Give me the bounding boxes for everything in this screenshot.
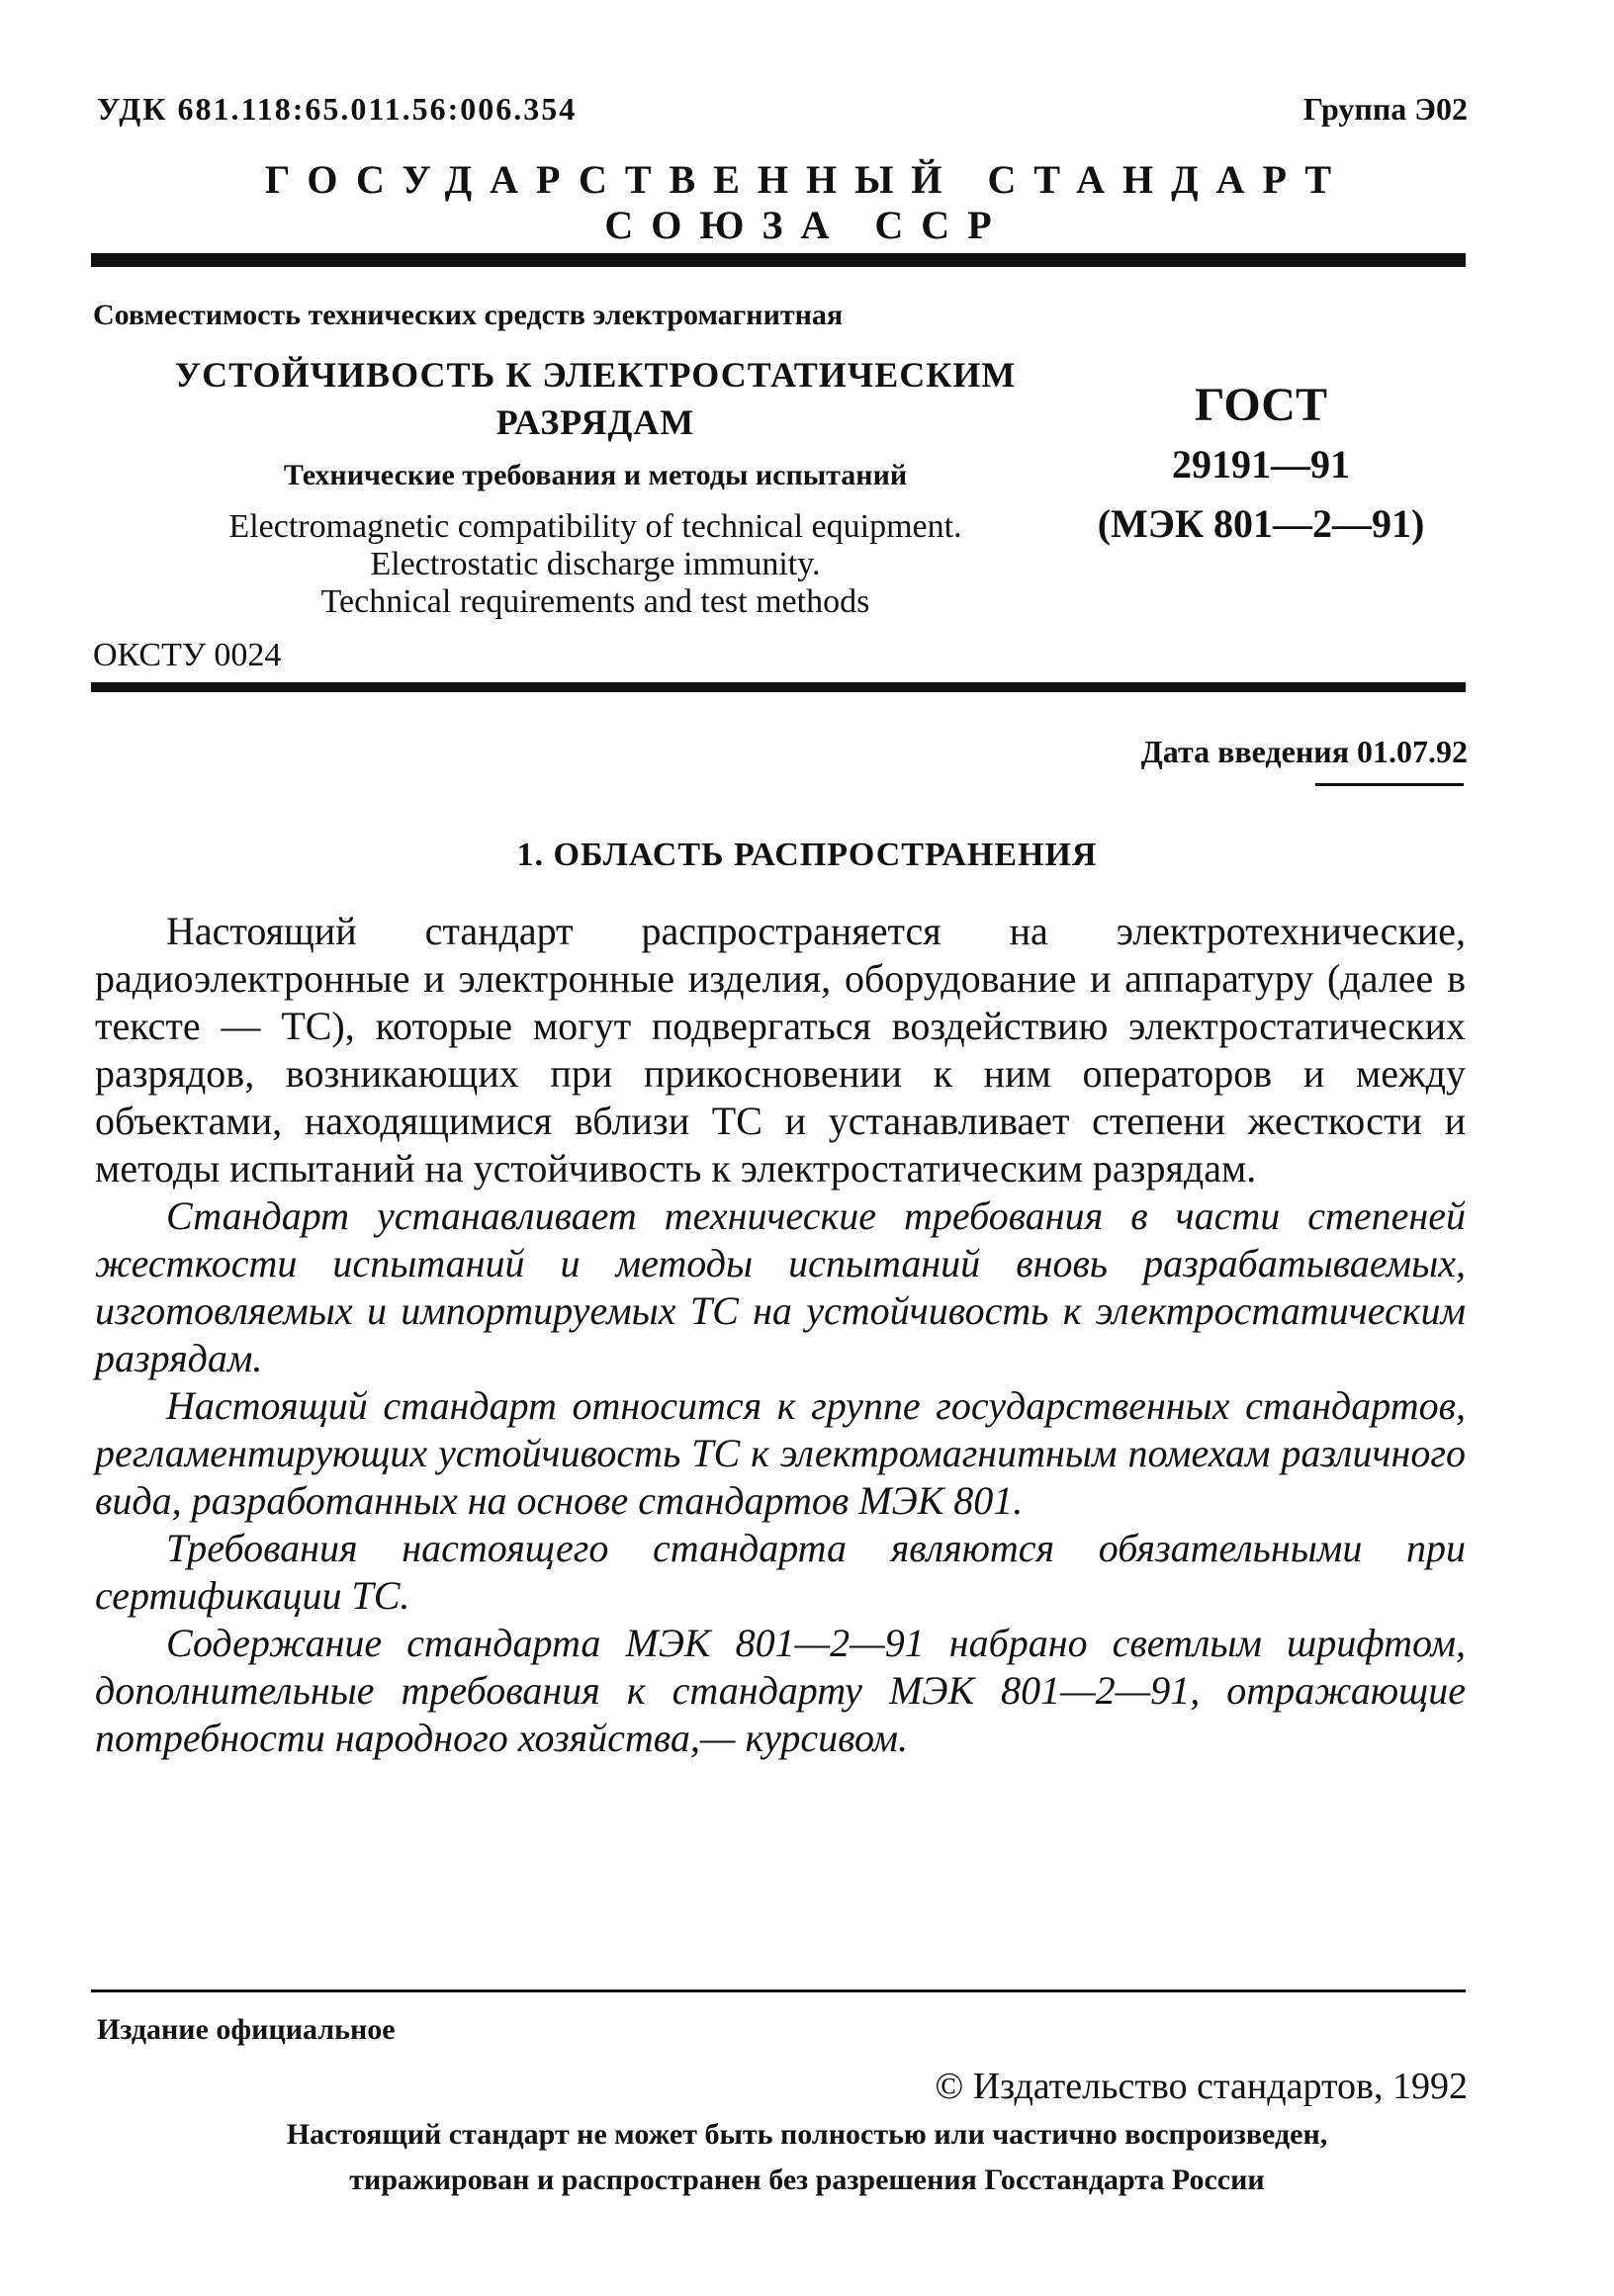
section-heading: 1. ОБЛАСТЬ РАСПРОСТРАНЕНИЯ: [516, 837, 1098, 873]
gost-label: ГОСТ: [1195, 379, 1327, 431]
official-edition: Издание официальное: [97, 2013, 396, 2046]
footer-rule: [91, 1989, 1466, 1992]
state-standard-heading: ГОСУДАРСТВЕННЫЙ СТАНДАРТ: [264, 157, 1350, 202]
date-underline: [1315, 783, 1464, 786]
gost-number: 29191—91: [1172, 442, 1350, 486]
paragraph-typography: Содержание стандарта МЭК 801—2—91 набрано светлым шрифтом, дополнительные требования к стандарту МЭК 801—2—91, отражающие потребности народного хозяйства,— курсивом.: [95, 1621, 1466, 1760]
notice-line1: Настоящий стандарт не может быть полностью или частично воспроизведен,: [286, 2118, 1328, 2151]
title-main-line2: РАЗРЯДАМ: [495, 402, 695, 442]
iec-number: (МЭК 801—2—91): [1097, 501, 1425, 546]
okstu-code: ОКСТУ 0024: [93, 637, 282, 673]
header-rule: [91, 253, 1466, 267]
title-rule: [91, 682, 1466, 692]
paragraph-group: Настоящий стандарт относится к группе государственных стандартов, регламентирующих устойчивость ТС к электромагнитным помехам различного вида, разработанных на основе стандартов МЭК 801.: [95, 1383, 1466, 1523]
subject-line: Совместимость технических средств электромагнитная: [93, 299, 844, 331]
state-standard-subheading: СОЮЗА ССР: [604, 203, 1010, 247]
english-title-line2: Electrostatic discharge immunity.: [370, 546, 821, 582]
section-body: [95, 908, 1466, 1762]
notice-line2: тиражирован и распространен без разрешения Госстандарта России: [349, 2164, 1265, 2196]
english-title-line3: Technical requirements and test methods: [320, 583, 870, 620]
english-title-line1: Electromagnetic compatibility of technical equipment.: [228, 508, 962, 545]
paragraph-mandatory: Требования настоящего стандарта являются обязательными при сертификации ТС.: [95, 1526, 1466, 1618]
group-code: Группа Э02: [1302, 91, 1468, 127]
paragraph-requirements: Стандарт устанавливает технические требования в части степеней жесткости испытаний и методы испытаний вновь разрабатываемых, изготовляемых и импортируемых ТС на устойчивость к электростатическим разрядам.: [95, 1193, 1466, 1380]
udk-code: УДК 681.118:65.011.56:006.354: [97, 91, 578, 127]
title-subtitle: Технические требования и методы испытаний: [283, 459, 908, 491]
copyright-line: © Издательство стандартов, 1992: [935, 2066, 1468, 2107]
title-main-line1: УСТОЙЧИВОСТЬ К ЭЛЕКТРОСТАТИЧЕСКИМ: [174, 355, 1017, 395]
paragraph-scope: Настоящий стандарт распространяется на электротехнические, радиоэлектронные и электронные изделия, оборудование и аппаратуру (далее в тексте — ТС), которые могут подвергаться воздействию электростатических разрядов, возникающих при прикосновении к ним операторов и между объектами, находящимися вблизи ТС и устанавливает степени жесткости и методы испытаний на устойчивость к электростатическим разрядам.: [95, 909, 1466, 1191]
introduction-date: Дата введения 01.07.92: [1140, 734, 1468, 769]
